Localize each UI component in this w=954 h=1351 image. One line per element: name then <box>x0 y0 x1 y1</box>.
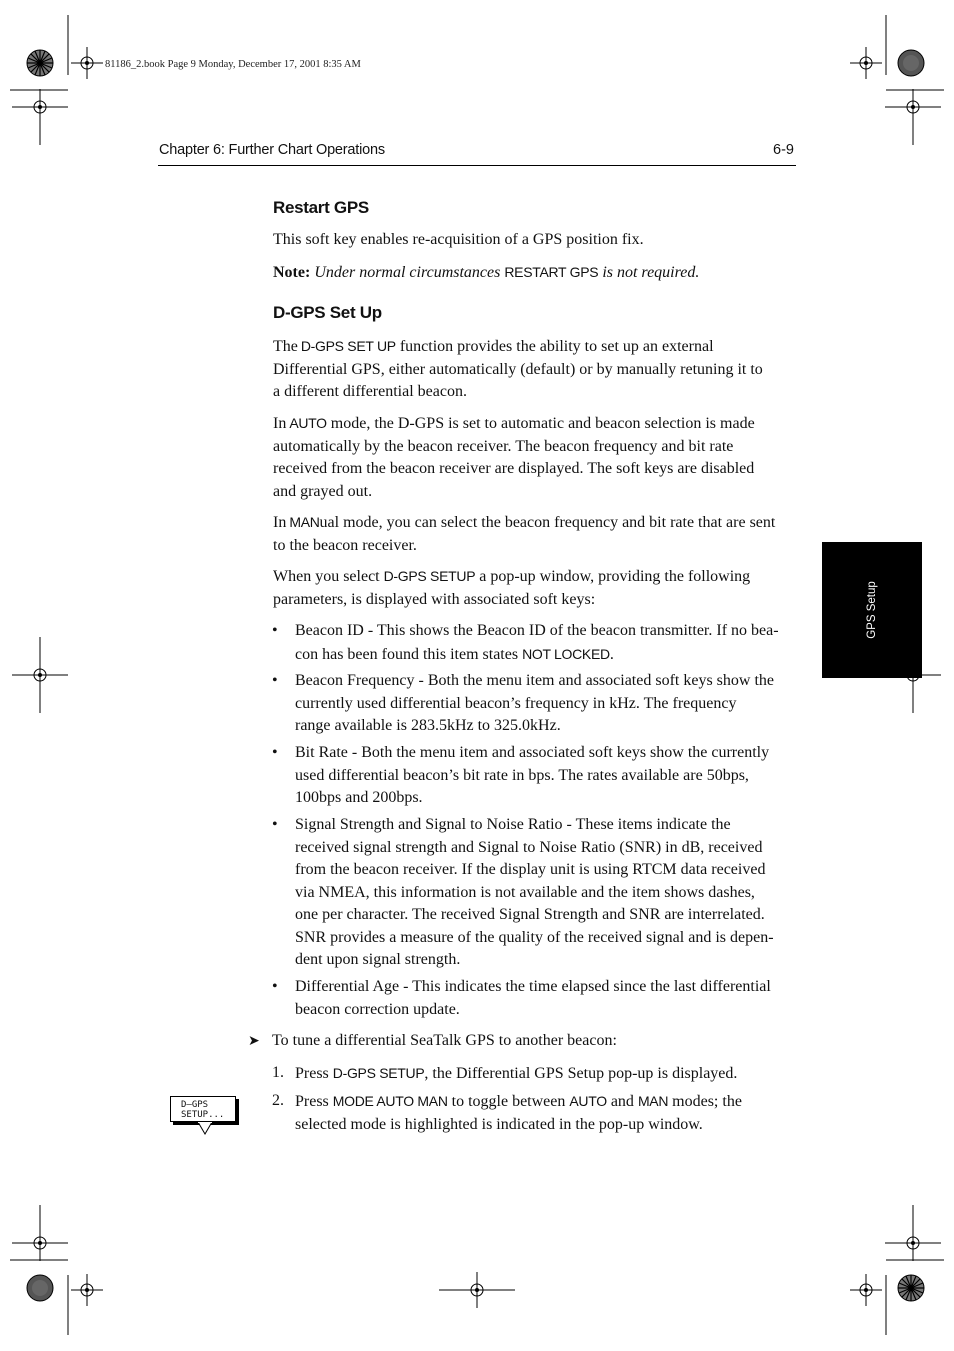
bullet-dot: • <box>272 622 278 639</box>
text-line: parameters, is displayed with associated soft keys: <box>273 590 596 608</box>
text-line: automatically by the beacon receiver. The beacon frequency and bit rate <box>273 437 734 455</box>
text: con has been found this item states <box>295 645 519 663</box>
section-tab <box>822 542 922 678</box>
text-line: Signal Strength and Signal to Noise Ratio - These items indicate the <box>295 816 731 833</box>
text-line: to the beacon receiver. <box>273 536 417 554</box>
text: , the Differential GPS Setup pop-up is displayed. <box>424 1065 738 1082</box>
bullet-dot: • <box>272 816 278 833</box>
dgps-paragraph-3 <box>273 511 799 557</box>
dgps-setup-softkey-illustration <box>170 1096 238 1126</box>
step-number: 1. <box>272 1064 284 1081</box>
key-label: AUTO <box>569 1093 607 1109</box>
text-line: dent upon signal strength. <box>295 951 461 968</box>
header-rule <box>158 165 796 166</box>
text: ual mode, you can select the beacon frequency and bit rate that are sent <box>319 514 776 531</box>
text: When you select <box>273 568 380 585</box>
key-label: D-GPS SETUP <box>383 568 476 584</box>
text-line: received signal strength and Signal to Noise Ratio (SNR) in dB, received <box>295 838 763 856</box>
softkey-box <box>170 1096 236 1122</box>
softkey-line-2: SETUP... <box>181 1110 225 1120</box>
key-label: MODE AUTO MAN <box>332 1093 448 1109</box>
key-label: MAN <box>289 514 320 530</box>
key-label: AUTO <box>289 415 327 431</box>
key-label: D-GPS SETUP <box>332 1065 425 1081</box>
print-stamp: 81186_2.book Page 9 Monday, December 17, 2001 8:35 AM <box>105 59 361 70</box>
note-key: RESTART GPS <box>504 264 599 280</box>
text-line: selected mode is highlighted is indicated in the pop-up window. <box>295 1115 703 1133</box>
step-number: 2. <box>272 1092 284 1109</box>
text: To tune a differential SeaTalk GPS to another beacon: <box>272 1032 617 1049</box>
arrow-icon: ➤ <box>248 1033 260 1049</box>
dgps-setup-heading: D-GPS Set Up <box>273 303 382 322</box>
text-line: used differential beacon’s bit rate in bps. The rates available are 50bps, <box>295 766 749 784</box>
dgps-paragraph-4 <box>273 565 799 611</box>
text-line: received from the beacon receiver are displayed. The soft keys are disabled <box>273 460 755 477</box>
text-line: via NMEA, this information is not available and the item shows dashes, <box>295 883 755 901</box>
note-text-2: is not required. <box>602 264 700 281</box>
dgps-paragraph-1 <box>273 335 799 404</box>
text: modes; the <box>672 1093 742 1110</box>
text: Press <box>295 1065 329 1082</box>
bullet-dot: • <box>272 978 278 995</box>
text: mode, the D-GPS is set to automatic and beacon selection is made <box>330 415 755 432</box>
key-label: MAN <box>637 1093 669 1109</box>
running-header-chapter: Chapter 6: Further Chart Operations <box>159 142 385 158</box>
bullet-dot: • <box>272 672 278 689</box>
key-label: D-GPS SET UP <box>300 338 396 354</box>
procedure-intro <box>248 1030 617 1053</box>
text-line: Beacon ID - This shows the Beacon ID of the beacon transmitter. If no bea- <box>295 622 779 639</box>
bullet-dot: • <box>272 744 278 761</box>
text-line: and grayed out. <box>273 482 373 500</box>
running-header-page-number: 6-9 <box>773 142 794 158</box>
text: In <box>273 415 287 432</box>
text-line: from the beacon receiver. If the display unit is using RTCM data received <box>295 861 766 878</box>
text-line: Beacon Frequency - Both the menu item and associated soft keys show the <box>295 672 774 689</box>
text: and <box>610 1093 634 1110</box>
text-line: range available is 283.5kHz to 325.0kHz. <box>295 717 561 734</box>
section-tab-label: GPS Setup <box>866 581 878 639</box>
key-label: NOT LOCKED <box>522 645 610 662</box>
text-line: Differential GPS, either automatically (default) or by manually retuning it to <box>273 360 763 378</box>
text: Press <box>295 1093 329 1110</box>
text-line: currently used differential beacon’s frequency in kHz. The frequency <box>295 694 737 712</box>
text-line: Differential Age - This indicates the time elapsed since the last differential <box>295 978 771 995</box>
dgps-paragraph-2 <box>273 412 799 503</box>
text: . <box>609 645 614 663</box>
text-line: one per character. The received Signal Strength and SNR are interrelated. <box>295 906 765 923</box>
note-label: Note: <box>273 264 311 281</box>
text: In <box>273 514 287 531</box>
text: to toggle between <box>451 1093 566 1110</box>
text-line: 100bps and 200bps. <box>295 789 423 806</box>
text: function provides the ability to set up an external <box>399 338 714 355</box>
text: a pop-up window, providing the following <box>479 568 751 585</box>
text-line: beacon correction update. <box>295 1000 460 1018</box>
restart-gps-paragraph: This soft key enables re-acquisition of a GPS position fix. <box>273 231 644 248</box>
text-line: a different differential beacon. <box>273 383 467 400</box>
restart-gps-heading: Restart GPS <box>273 198 369 217</box>
text: The <box>273 338 298 355</box>
softkey-line-1: D–GPS <box>181 1100 209 1110</box>
text-line: Bit Rate - Both the menu item and associated soft keys show the currently <box>295 744 770 761</box>
text-line: SNR provides a measure of the quality of the received signal and is depen- <box>295 928 774 946</box>
softkey-pointer-icon <box>196 1122 216 1136</box>
restart-gps-note <box>273 261 699 285</box>
note-text-1: Under normal circumstances <box>314 264 501 281</box>
